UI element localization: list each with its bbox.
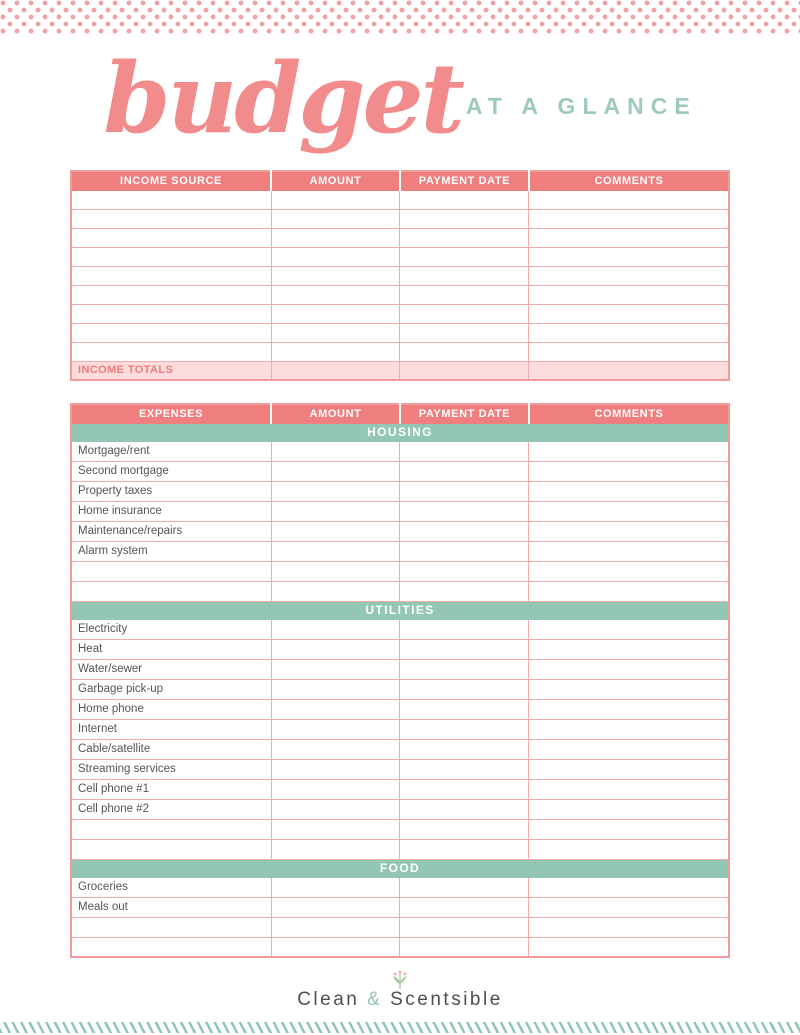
item-label-cell: Streaming services: [71, 759, 271, 779]
empty-cell: [400, 461, 529, 481]
diagonal-stripe-border: [0, 1022, 800, 1033]
empty-cell: [271, 897, 400, 917]
section-band: FOOD: [71, 859, 729, 877]
income-row: [71, 209, 729, 228]
empty-cell: [400, 247, 529, 266]
empty-cell: [71, 266, 271, 285]
expense-item-row: [71, 679, 729, 699]
empty-cell: [529, 897, 729, 917]
empty-cell: [400, 441, 529, 461]
expense-empty-row: [71, 561, 729, 581]
item-label-cell: Second mortgage: [71, 461, 271, 481]
totals-cell: [529, 361, 729, 380]
sprig-icon: [387, 970, 413, 990]
column-header: COMMENTS: [529, 171, 729, 190]
empty-cell: [400, 639, 529, 659]
expense-item-row: [71, 501, 729, 521]
page-title-script: budget: [103, 42, 462, 156]
empty-cell: [271, 541, 400, 561]
empty-cell: [529, 481, 729, 501]
empty-cell: [529, 739, 729, 759]
empty-cell: [400, 699, 529, 719]
empty-cell: [271, 739, 400, 759]
income-row: [71, 304, 729, 323]
expense-item-row: [71, 779, 729, 799]
empty-cell: [271, 521, 400, 541]
empty-cell: [400, 266, 529, 285]
empty-cell: [400, 659, 529, 679]
empty-cell: [71, 323, 271, 342]
empty-cell: [71, 839, 271, 859]
empty-cell: [271, 209, 400, 228]
table-header-row: [71, 404, 729, 423]
empty-cell: [529, 561, 729, 581]
empty-cell: [71, 304, 271, 323]
expense-item-row: [71, 521, 729, 541]
expense-item-row: [71, 619, 729, 639]
section-band: UTILITIES: [71, 601, 729, 619]
income-row: [71, 285, 729, 304]
empty-cell: [529, 937, 729, 957]
empty-cell: [400, 819, 529, 839]
empty-cell: [529, 819, 729, 839]
empty-cell: [271, 342, 400, 361]
expense-item-row: [71, 441, 729, 461]
empty-cell: [400, 521, 529, 541]
empty-cell: [271, 481, 400, 501]
empty-cell: [529, 581, 729, 601]
empty-cell: [529, 759, 729, 779]
section-band-row: [71, 423, 729, 441]
expense-empty-row: [71, 581, 729, 601]
empty-cell: [529, 719, 729, 739]
empty-cell: [529, 501, 729, 521]
empty-cell: [271, 917, 400, 937]
item-label-cell: Home phone: [71, 699, 271, 719]
brand-word-clean: Clean: [297, 989, 360, 1010]
empty-cell: [400, 719, 529, 739]
item-label-cell: Property taxes: [71, 481, 271, 501]
empty-cell: [400, 561, 529, 581]
item-label-cell: Water/sewer: [71, 659, 271, 679]
expense-item-row: [71, 659, 729, 679]
brand-logo: [0, 970, 800, 1011]
column-header: PAYMENT DATE: [400, 404, 529, 423]
empty-cell: [271, 839, 400, 859]
column-header: INCOME SOURCE: [71, 171, 271, 190]
empty-cell: [400, 779, 529, 799]
expenses-table-section: [70, 403, 730, 958]
table-header-row: [71, 171, 729, 190]
section-band: HOUSING: [71, 423, 729, 441]
totals-cell: [271, 361, 400, 380]
item-label-cell: Cable/satellite: [71, 739, 271, 759]
empty-cell: [271, 304, 400, 323]
empty-cell: [400, 323, 529, 342]
empty-cell: [71, 342, 271, 361]
empty-cell: [271, 779, 400, 799]
empty-cell: [71, 209, 271, 228]
column-header: AMOUNT: [271, 404, 400, 423]
empty-cell: [271, 619, 400, 639]
expense-item-row: [71, 719, 729, 739]
empty-cell: [529, 461, 729, 481]
item-label-cell: Alarm system: [71, 541, 271, 561]
item-label-cell: Home insurance: [71, 501, 271, 521]
empty-cell: [529, 342, 729, 361]
brand-text: [297, 989, 503, 1011]
empty-cell: [271, 266, 400, 285]
empty-cell: [400, 190, 529, 209]
empty-cell: [529, 659, 729, 679]
brand-word-scentsible: Scentsible: [390, 989, 503, 1010]
income-totals-label: INCOME TOTALS: [71, 361, 271, 380]
empty-cell: [400, 917, 529, 937]
empty-cell: [400, 897, 529, 917]
polka-dot-border: [0, 0, 800, 34]
income-totals-row: [71, 361, 729, 380]
empty-cell: [400, 501, 529, 521]
empty-cell: [271, 719, 400, 739]
empty-cell: [271, 679, 400, 699]
brand-ampersand: &: [367, 989, 383, 1010]
empty-cell: [271, 639, 400, 659]
expense-item-row: [71, 699, 729, 719]
empty-cell: [271, 659, 400, 679]
expense-item-row: [71, 877, 729, 897]
item-label-cell: Meals out: [71, 897, 271, 917]
item-label-cell: Cell phone #2: [71, 799, 271, 819]
empty-cell: [400, 839, 529, 859]
empty-cell: [529, 699, 729, 719]
empty-cell: [271, 228, 400, 247]
empty-cell: [271, 190, 400, 209]
empty-cell: [271, 441, 400, 461]
page-title-suffix: AT A GLANCE: [465, 92, 697, 119]
expenses-table: [70, 403, 730, 958]
empty-cell: [529, 228, 729, 247]
empty-cell: [529, 266, 729, 285]
empty-cell: [271, 461, 400, 481]
expense-item-row: [71, 897, 729, 917]
empty-cell: [271, 759, 400, 779]
item-label-cell: Mortgage/rent: [71, 441, 271, 461]
empty-cell: [529, 639, 729, 659]
item-label-cell: Groceries: [71, 877, 271, 897]
empty-cell: [271, 877, 400, 897]
expense-item-row: [71, 639, 729, 659]
empty-cell: [400, 679, 529, 699]
expense-item-row: [71, 799, 729, 819]
income-row: [71, 228, 729, 247]
empty-cell: [529, 190, 729, 209]
income-row: [71, 247, 729, 266]
item-label-cell: Garbage pick-up: [71, 679, 271, 699]
empty-cell: [271, 561, 400, 581]
income-row: [71, 342, 729, 361]
empty-cell: [400, 619, 529, 639]
income-row: [71, 266, 729, 285]
empty-cell: [71, 228, 271, 247]
empty-cell: [400, 481, 529, 501]
empty-cell: [529, 799, 729, 819]
empty-cell: [400, 877, 529, 897]
expense-empty-row: [71, 819, 729, 839]
expense-item-row: [71, 461, 729, 481]
empty-cell: [529, 323, 729, 342]
empty-cell: [529, 247, 729, 266]
empty-cell: [271, 247, 400, 266]
empty-cell: [400, 342, 529, 361]
empty-cell: [71, 581, 271, 601]
empty-cell: [400, 799, 529, 819]
empty-cell: [529, 839, 729, 859]
empty-cell: [529, 521, 729, 541]
empty-cell: [271, 581, 400, 601]
item-label-cell: Maintenance/repairs: [71, 521, 271, 541]
column-header: COMMENTS: [529, 404, 729, 423]
expense-item-row: [71, 481, 729, 501]
empty-cell: [529, 285, 729, 304]
empty-cell: [529, 917, 729, 937]
empty-cell: [400, 228, 529, 247]
empty-cell: [529, 304, 729, 323]
column-header: EXPENSES: [71, 404, 271, 423]
empty-cell: [271, 799, 400, 819]
income-row: [71, 323, 729, 342]
expense-empty-row: [71, 839, 729, 859]
item-label-cell: Heat: [71, 639, 271, 659]
column-header: PAYMENT DATE: [400, 171, 529, 190]
empty-cell: [400, 209, 529, 228]
expense-empty-row: [71, 917, 729, 937]
expense-empty-row: [71, 937, 729, 957]
empty-cell: [400, 739, 529, 759]
empty-cell: [529, 877, 729, 897]
totals-cell: [400, 361, 529, 380]
empty-cell: [400, 304, 529, 323]
item-label-cell: Electricity: [71, 619, 271, 639]
empty-cell: [71, 247, 271, 266]
empty-cell: [529, 679, 729, 699]
empty-cell: [529, 541, 729, 561]
empty-cell: [400, 581, 529, 601]
empty-cell: [271, 937, 400, 957]
empty-cell: [271, 323, 400, 342]
empty-cell: [271, 819, 400, 839]
empty-cell: [71, 937, 271, 957]
empty-cell: [529, 441, 729, 461]
empty-cell: [400, 759, 529, 779]
empty-cell: [71, 190, 271, 209]
income-table: [70, 170, 730, 381]
item-label-cell: Internet: [71, 719, 271, 739]
empty-cell: [271, 699, 400, 719]
empty-cell: [71, 285, 271, 304]
empty-cell: [529, 779, 729, 799]
page-header: [0, 34, 800, 156]
empty-cell: [400, 937, 529, 957]
empty-cell: [271, 285, 400, 304]
empty-cell: [71, 819, 271, 839]
section-band-row: [71, 859, 729, 877]
income-row: [71, 190, 729, 209]
item-label-cell: Cell phone #1: [71, 779, 271, 799]
expense-item-row: [71, 759, 729, 779]
empty-cell: [400, 541, 529, 561]
empty-cell: [529, 209, 729, 228]
expense-item-row: [71, 739, 729, 759]
section-band-row: [71, 601, 729, 619]
expense-item-row: [71, 541, 729, 561]
empty-cell: [71, 561, 271, 581]
empty-cell: [529, 619, 729, 639]
empty-cell: [71, 917, 271, 937]
empty-cell: [271, 501, 400, 521]
income-table-section: [70, 170, 730, 381]
empty-cell: [400, 285, 529, 304]
column-header: AMOUNT: [271, 171, 400, 190]
